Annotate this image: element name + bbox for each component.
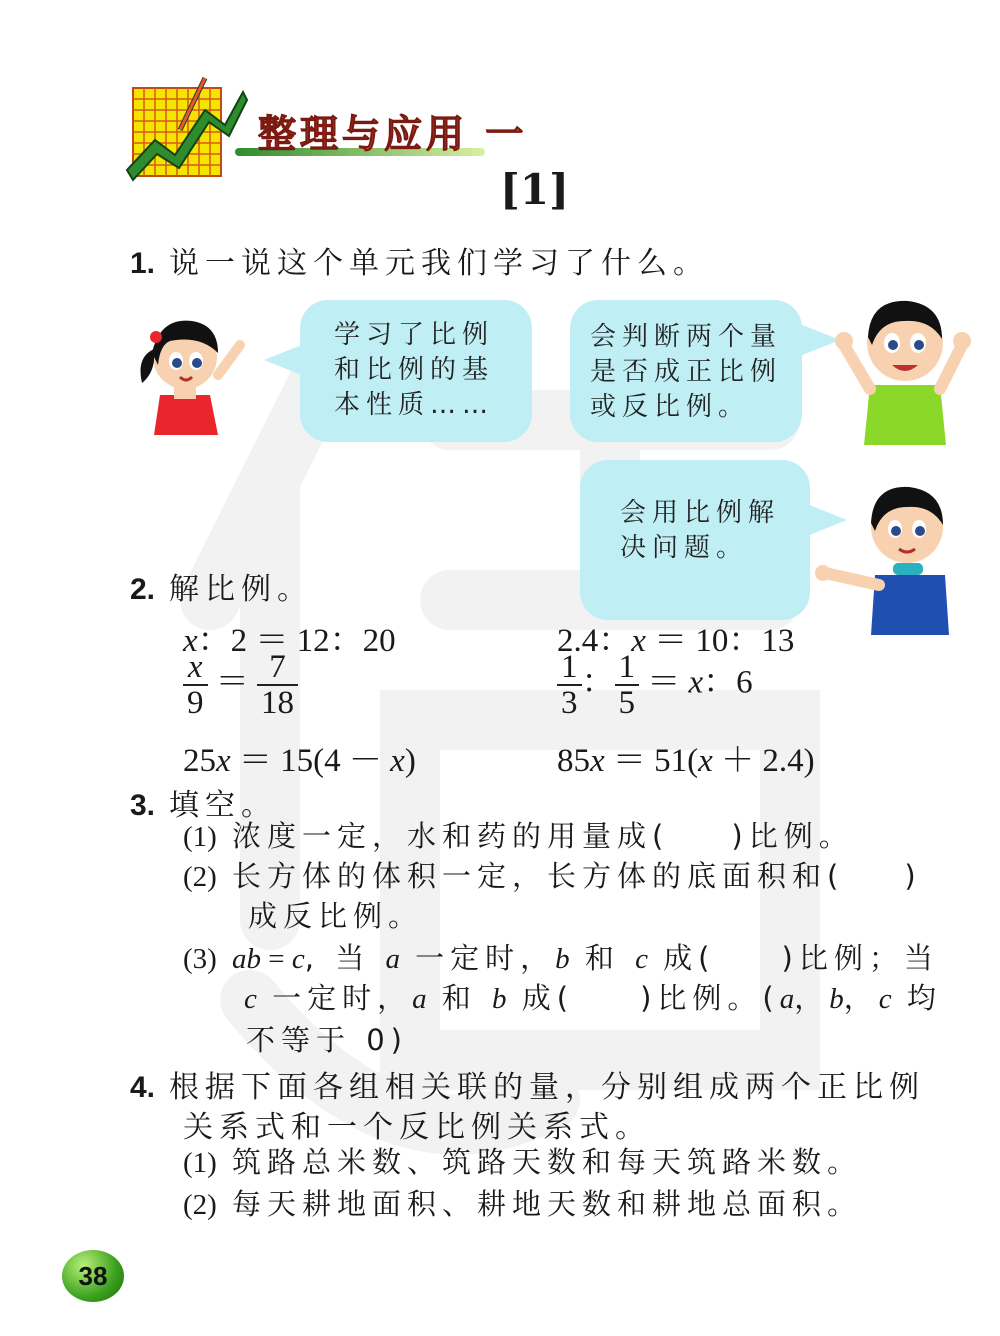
section-label: [1]	[500, 165, 569, 214]
question-4-cont: 关系式和一个反比例关系式。	[183, 1110, 651, 1145]
fill-item-3-cont: c 一定时，a 和 b 成( )比例。(a，b，c 均	[244, 981, 942, 1015]
relation-item-2: (2) 每天耕地面积、耕地天数和耕地总面积。	[183, 1187, 863, 1221]
question-number: 4.	[130, 1071, 156, 1104]
page-title: 整理与应用 一	[258, 112, 528, 156]
fill-item-3-cont2: 不等于 0)	[246, 1023, 408, 1057]
question-2	[130, 564, 313, 608]
question-4	[130, 1062, 925, 1106]
question-1	[130, 238, 709, 282]
fill-item-2: (2) 长方体的体积一定，长方体的底面积和( )	[183, 859, 922, 893]
question-text: 解比例。	[169, 572, 314, 607]
question-text: 根据下面各组相关联的量，分别组成两个正比例	[169, 1070, 926, 1105]
fill-item-3: (3) ab = c, 当 a 一定时，b 和 c 成( )比例；当	[183, 941, 939, 975]
fraction: $\frac{1}{3}$	[557, 650, 582, 720]
bubble-tail	[262, 340, 306, 380]
bubble-3-text: 会用比例解 决问题。	[620, 498, 781, 563]
equation-6: 85x ＝ 51(x ＋ 2.4)	[557, 743, 815, 779]
equation-2: 2.4：x ＝ 10：13	[557, 623, 795, 659]
boy-illustration-blue	[815, 475, 975, 635]
equation-3: $\frac{x}{9}$ ＝ $\frac{7}{18}$	[183, 650, 298, 720]
equation-4: $\frac{1}{3}$ ： $\frac{1}{5}$ ＝ x：6	[557, 650, 753, 720]
fraction: $\frac{1}{5}$	[615, 650, 640, 720]
bubble-1-text: 学习了比例 和比例的基 本性质……	[334, 320, 495, 420]
fill-item-1: (1) 浓度一定，水和药的用量成( )比例。	[183, 819, 854, 853]
question-text: 填空。	[169, 788, 278, 823]
section-logo-icon	[125, 70, 250, 185]
equation-1: x：2 ＝ 12：20	[183, 623, 396, 659]
page-number-badge: 38	[62, 1250, 124, 1302]
fraction: $\frac{7}{18}$	[257, 650, 298, 720]
question-number: 2.	[130, 573, 156, 606]
boy-illustration-green	[830, 285, 980, 445]
bubble-2-text: 会判断两个量 是否成正比例 或反比例。	[590, 322, 783, 422]
relation-item-1: (1) 筑路总米数、筑路天数和每天筑路米数。	[183, 1145, 863, 1179]
girl-illustration	[130, 305, 260, 435]
question-text: 说一说这个单元我们学习了什么。	[169, 246, 710, 281]
fill-item-2-cont: 成反比例。	[248, 899, 424, 933]
fraction: $\frac{x}{9}$	[183, 650, 208, 720]
question-number: 1.	[130, 247, 156, 280]
question-number: 3.	[130, 789, 156, 822]
equation-5: 25x ＝ 15(4 － x)	[183, 743, 416, 779]
